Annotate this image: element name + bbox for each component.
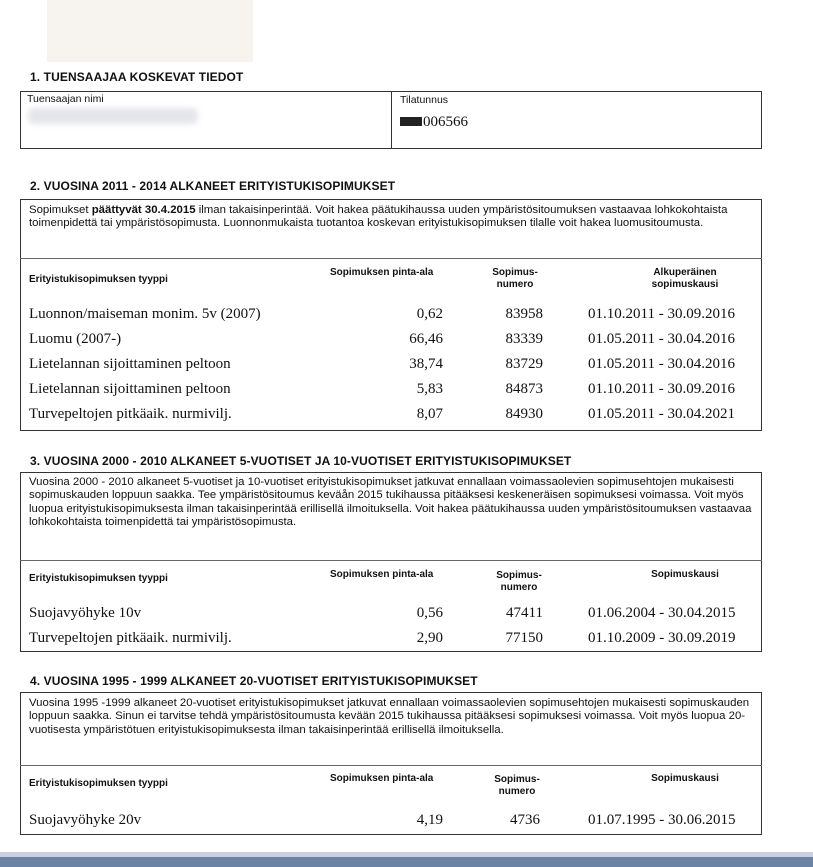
scan-corner-shade	[47, 0, 253, 62]
s2-row-area: 5,83	[416, 381, 443, 397]
s4-row-period: 01.07.1995 - 30.06.2015	[588, 812, 736, 828]
section-2-divider	[20, 258, 762, 259]
s2-row-area: 0,62	[416, 306, 443, 322]
section-4-divider	[20, 765, 762, 766]
section-2-info: Sopimukset päättyvät 30.4.2015 ilman takaisinperintää. Voit hakea päätukihaussa uuden ympäristösitoumuksen vastaavaa lohkokohtaista toimenpidettä tai ympäristösopimusta. Luonnonmukaista tuotantoa koskevan erityistukisopimuksen tilalle voit hakea luomusitoumusta.	[29, 204, 728, 230]
s3-row-period: 01.06.2004 - 30.04.2015	[588, 605, 736, 621]
s2-row-area: 8,07	[416, 406, 443, 422]
s2-col-area: Sopimuksen pinta-ala	[330, 267, 434, 278]
s3-col-number: Sopimus- numero	[496, 570, 542, 593]
farm-id-value	[400, 114, 468, 131]
s4-col-area: Sopimuksen pinta-ala	[330, 773, 434, 784]
scan-edge-band	[0, 857, 813, 867]
section-4-title: 4. VUOSINA 1995 - 1999 ALKANEET 20-VUOTISET ERITYISTUKISOPIMUKSET	[30, 674, 478, 688]
s3-row-type: Suojavyöhyke 10v	[29, 605, 142, 621]
s2-row-number: 83958	[505, 306, 543, 322]
section-3-divider	[20, 560, 762, 561]
s2-col-period: Alkuperäinen sopimuskausi	[651, 267, 719, 290]
s2-col-type: Erityistukisopimuksen tyyppi	[29, 274, 168, 285]
section-1-title: 1. TUENSAAJAA KOSKEVAT TIEDOT	[30, 70, 244, 84]
farm-id-text: 006566	[423, 114, 468, 130]
s3-col-period: Sopimuskausi	[651, 569, 719, 580]
s2-row-number: 83729	[505, 356, 543, 372]
section-3-info: Vuosina 2000 - 2010 alkaneet 5-vuotiset ja 10-vuotiset erityistukisopimukset jatkuvat ennallaan voimassaolevien sopimusehtojen mukaisesti sopimuskauden loppuun saakka. Tee ympäristösitoumus keväån 2015 tukihaussa pitääksesi keskeneräisen sopimuksesi voimassa. Voit myös luopua erityistukisopimuksesta ilman takaisinperintää erillisellä ilmoituksella. Voit hakea päätukihaussa uuden ympäristösitoumuksen vastaavaa lohkokohtaista toimenpidettä tai ympäristösopimusta.	[29, 476, 752, 529]
redacted-recipient-name	[28, 108, 198, 124]
s2-row-type: Turvepeltojen pitkäaik. nurmivilj.	[29, 406, 232, 422]
s3-row-period: 01.10.2009 - 30.09.2019	[588, 630, 736, 646]
s3-col-area: Sopimuksen pinta-ala	[330, 569, 434, 580]
s2-row-number: 84873	[505, 381, 543, 397]
s4-col-number: Sopimus- numero	[494, 774, 540, 797]
s3-col-type: Erityistukisopimuksen tyyppi	[29, 573, 168, 584]
s4-row-number: 4736	[510, 812, 540, 828]
s2-row-type: Lietelannan sijoittaminen peltoon	[29, 381, 231, 397]
s2-row-area: 66,46	[409, 331, 443, 347]
s3-row-type: Turvepeltojen pitkäaik. nurmivilj.	[29, 630, 232, 646]
s4-col-type: Erityistukisopimuksen tyyppi	[29, 778, 168, 789]
s3-row-number: 47411	[506, 605, 543, 621]
s3-row-area: 0,56	[416, 605, 443, 621]
s2-row-period: 01.05.2011 - 30.04.2016	[588, 356, 735, 372]
section-3-title: 3. VUOSINA 2000 - 2010 ALKANEET 5-VUOTISET JA 10-VUOTISET ERITYISTUKISOPIMUKSET	[30, 454, 572, 468]
s2-row-period: 01.05.2011 - 30.04.2016	[588, 331, 735, 347]
recipient-name-label: Tuensaajan nimi	[27, 93, 104, 105]
s2-row-type: Lietelannan sijoittaminen peltoon	[29, 356, 231, 372]
section-2-title: 2. VUOSINA 2011 - 2014 ALKANEET ERITYISTUKISOPIMUKSET	[30, 179, 396, 193]
s2-row-period: 01.10.2011 - 30.09.2016	[588, 381, 735, 397]
s2-row-number: 84930	[505, 406, 543, 422]
s3-row-area: 2,90	[416, 630, 443, 646]
redaction-mark	[400, 117, 422, 126]
s2-row-type: Luomu (2007-)	[29, 331, 122, 347]
s2-row-type: Luonnon/maiseman monim. 5v (2007)	[29, 306, 261, 322]
farm-id-label: Tilatunnus	[400, 94, 449, 106]
s4-col-period: Sopimuskausi	[651, 773, 719, 784]
section-4-info: Vuosina 1995 -1999 alkaneet 20-vuotiset erityistukisopimukset jatkuvat ennallaan voimassaolevien sopimusehtojen mukaisesti sopimuskauden loppuun saakka. Sinun ei tarvitse tehdä ympäristösitoumusta kevään 2015 tukihaussa pitääksesi sopimuksesi voimassa. Voit myös luopua 20-vuotisesta ympäristötuen erityistukisopimuksesta ilman takaisinperintää erillisellä ilmoituksella.	[29, 697, 750, 736]
s2-row-area: 38,74	[409, 356, 443, 372]
s2-col-number: Sopimus- numero	[492, 267, 538, 290]
s4-row-area: 4,19	[416, 812, 443, 828]
s2-row-number: 83339	[505, 331, 543, 347]
s3-row-number: 77150	[505, 630, 543, 646]
s2-row-period: 01.10.2011 - 30.09.2016	[588, 306, 735, 322]
s2-row-period: 01.05.2011 - 30.04.2021	[588, 406, 735, 422]
s4-row-type: Suojavyöhyke 20v	[29, 812, 142, 828]
